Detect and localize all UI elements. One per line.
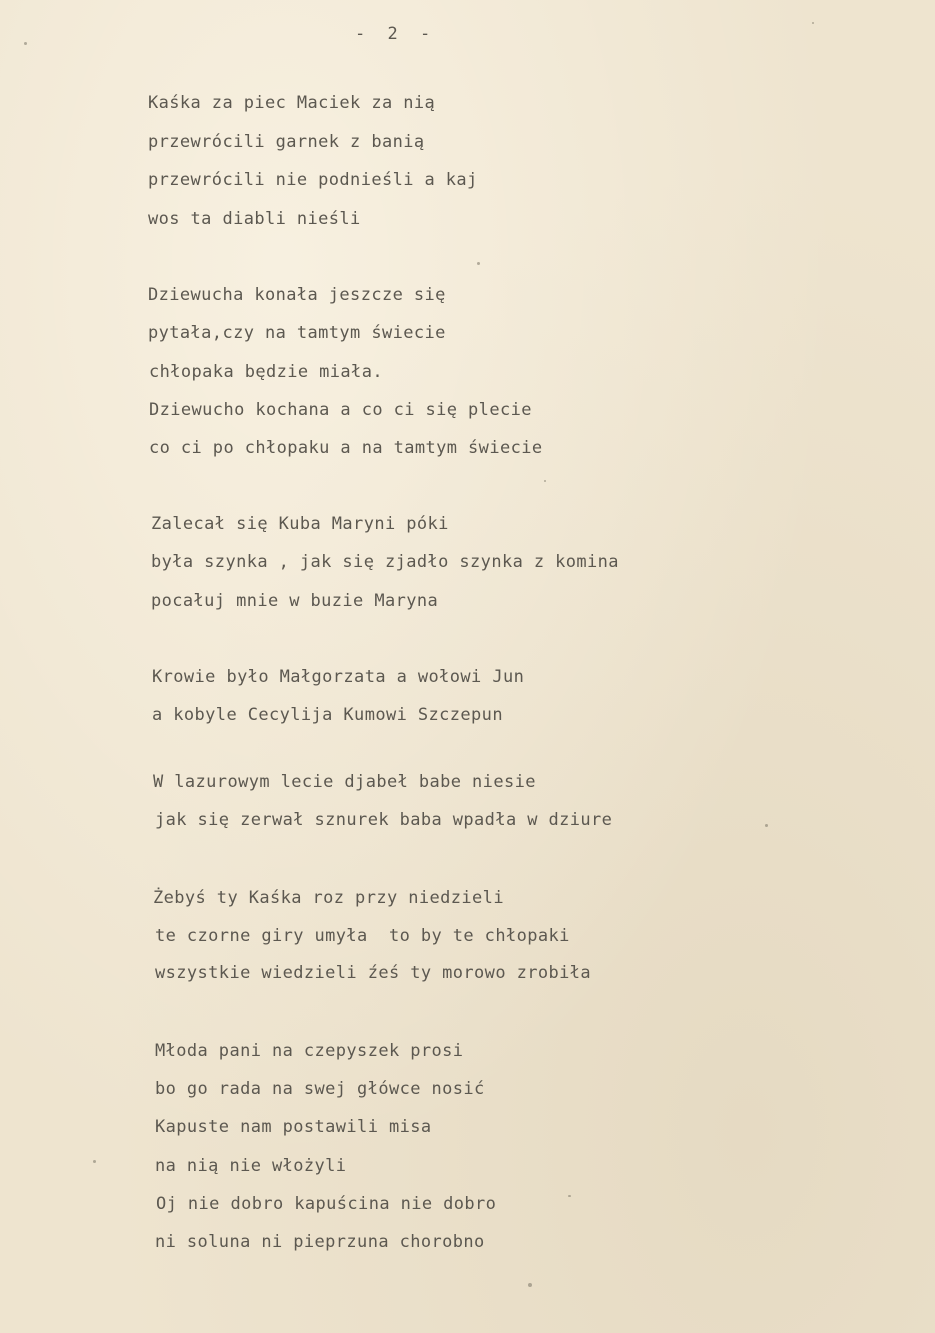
poem-line: ni soluna ni pieprzuna chorobno [155,1232,485,1252]
paper-speck [812,22,814,24]
poem-line: wos ta diabli nieśli [148,209,361,229]
poem-line: Młoda pani na czepyszek prosi [155,1041,464,1061]
poem-line: chłopaka będzie miała. [149,362,383,382]
poem-line: bo go rada na swej główce nosić [155,1079,485,1099]
paper-speck [93,1160,96,1163]
poem-line: Kaśka za piec Maciek za nią [148,93,436,113]
poem-line: Żebyś ty Kaśka roz przy niedzieli [153,888,504,908]
poem-line: Kapuste nam postawili misa [155,1117,432,1137]
poem-line: Dziewucha konała jeszcze się [148,285,446,305]
paper-speck [765,824,768,827]
poem-line: wszystkie wiedzieli źeś ty morowo zrobiła [155,963,592,983]
poem-line: a kobyle Cecylija Kumowi Szczepun [152,705,503,725]
poem-line: była szynka , jak się zjadło szynka z komina [151,552,619,572]
poem-line: pocałuj mnie w buzie Maryna [151,591,439,611]
poem-line: na nią nie włożyli [155,1156,347,1176]
poem-line: jak się zerwał sznurek baba wpadła w dziure [155,810,613,830]
poem-line: Zalecał się Kuba Maryni póki [151,514,449,534]
poem-line: Oj nie dobro kapuścina nie dobro [156,1194,497,1214]
paper-speck [568,1195,571,1197]
page-number: - 2 - [355,24,437,44]
paper-speck [24,42,27,45]
paper-speck [544,480,546,482]
poem-line: co ci po chłopaku a na tamtym świecie [149,438,543,458]
poem-line: Krowie było Małgorzata a wołowi Jun [152,667,525,687]
paper-speck [477,262,480,265]
poem-line: Dziewucho kochana a co ci się plecie [149,400,532,420]
poem-line: przewrócili nie podnieśli a kaj [148,170,478,190]
paper-speck [528,1283,532,1287]
poem-line: przewrócili garnek z banią [148,132,425,152]
poem-line: pytała,czy na tamtym świecie [148,323,446,343]
poem-line: W lazurowym lecie djabeł babe niesie [153,772,536,792]
poem-line: te czorne giry umyła to by te chłopaki [155,926,570,946]
